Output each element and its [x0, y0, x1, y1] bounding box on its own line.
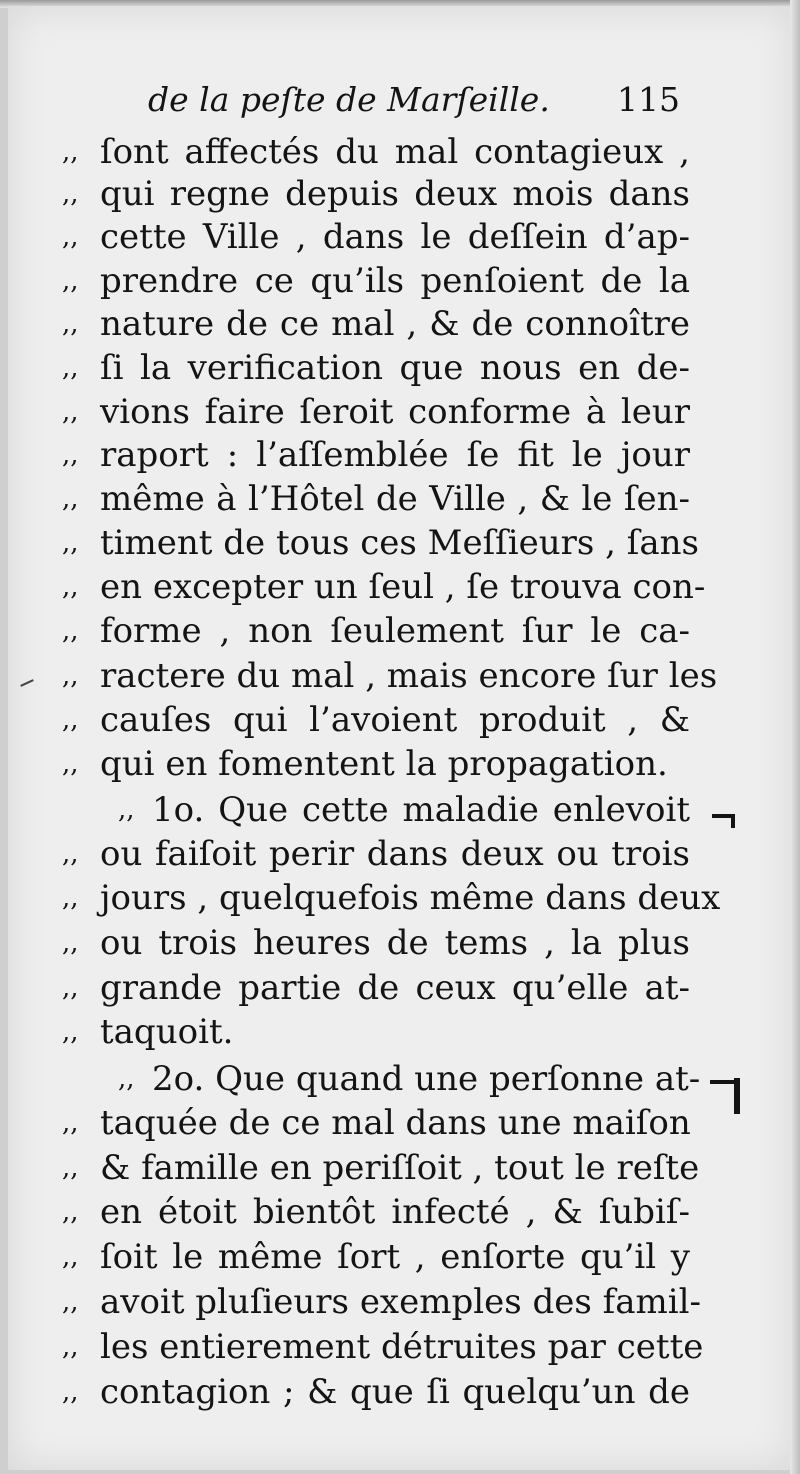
quote-mark: ,, [62, 928, 79, 958]
quote-mark: ,, [118, 1064, 135, 1094]
text-line [0, 1235, 800, 1279]
text-line [0, 1325, 800, 1369]
quote-mark: ,, [62, 839, 79, 869]
quote-mark: ,, [62, 1108, 79, 1138]
quote-mark: ,, [118, 795, 135, 825]
text-line [0, 1146, 800, 1190]
quote-mark: ,, [62, 179, 79, 209]
text-line [0, 788, 800, 832]
line-text: timent de tous ces Meſſieurs , ſans [100, 523, 699, 563]
text-line [0, 172, 800, 216]
text-line [0, 521, 800, 565]
quote-mark: ,, [62, 1287, 79, 1317]
text-line [0, 966, 800, 1010]
quote-mark: ,, [62, 397, 79, 427]
quote-mark: ,, [62, 705, 79, 735]
text-line [0, 1190, 800, 1234]
quote-mark: ,, [62, 883, 79, 913]
text-line [0, 565, 800, 609]
page-number: 115 [617, 80, 680, 119]
quote-mark: ,, [62, 749, 79, 779]
line-text: 1o. Que cette maladie enlevoit [152, 790, 690, 830]
text-line [0, 1101, 800, 1145]
quote-mark: ,, [62, 1153, 79, 1183]
text-line [0, 609, 800, 653]
line-text: ſoit le même ſort , enſorte qu’il y [100, 1237, 690, 1277]
line-text: en étoit bientôt infecté , & ſubiſ- [100, 1192, 690, 1232]
text-line [0, 1280, 800, 1324]
quote-mark: ,, [62, 1332, 79, 1362]
line-text: ou trois heures de tems , la plus [100, 923, 690, 963]
text-line [0, 654, 800, 698]
quote-mark: ,, [62, 1017, 79, 1047]
line-text: jours , quelquefois même dans deux [100, 878, 721, 918]
quote-mark: ,, [62, 309, 79, 339]
quote-mark: ,, [62, 1197, 79, 1227]
line-text: vions faire ſeroit conforme à leur [100, 392, 690, 432]
line-text: 2o. Que quand une perſonne at- [152, 1059, 701, 1099]
line-text: en excepter un ſeul , ſe trouva con- [100, 567, 706, 607]
text-line [0, 1010, 800, 1054]
margin-mark [734, 1078, 740, 1114]
line-text: cauſes qui l’avoient produit , & [100, 700, 690, 740]
line-text: ou faiſoit perir dans deux ou trois [100, 834, 690, 874]
line-text: même à l’Hôtel de Ville , & le ſen- [100, 479, 690, 519]
line-text: grande partie de ceux qu’elle at- [100, 968, 690, 1008]
text-line [0, 921, 800, 965]
quote-mark: ,, [62, 440, 79, 470]
text-line [0, 259, 800, 303]
line-text: ſi la verification que nous en de- [100, 348, 690, 388]
quote-mark: ,, [62, 1242, 79, 1272]
line-text: nature de ce mal , & de connoître [100, 304, 690, 344]
running-header [148, 76, 688, 124]
text-line [0, 1370, 800, 1414]
line-text: contagion ; & que ſi quelqu’un de [100, 1372, 690, 1412]
running-title: de la peſte de Marſeille. [148, 80, 550, 119]
text-line [0, 698, 800, 742]
text-line [0, 876, 800, 920]
margin-mark [731, 814, 735, 828]
quote-mark: ,, [62, 266, 79, 296]
line-text: qui regne depuis deux mois dans [100, 174, 690, 214]
quote-mark: ,, [62, 353, 79, 383]
line-text: forme , non ſeulement ſur le ca- [100, 611, 690, 651]
line-text: prendre ce qu’ils penſoient de la [100, 261, 690, 301]
line-text: ractere du mal , mais encore ſur les [100, 656, 718, 696]
text-line [0, 302, 800, 346]
text-line [0, 742, 800, 786]
text-line [0, 215, 800, 259]
line-text: cette Ville , dans le deſſein d’ap- [100, 217, 690, 257]
margin-mark [710, 1080, 736, 1084]
quote-mark: ,, [62, 973, 79, 1003]
line-text: les entierement détruites par cette [100, 1327, 704, 1367]
text-line [0, 832, 800, 876]
quote-mark: ,, [62, 661, 79, 691]
quote-mark: ,, [62, 572, 79, 602]
quote-mark: ,, [62, 616, 79, 646]
line-text: & famille en periſſoit , tout le reſte [100, 1148, 700, 1188]
quote-mark: ,, [62, 1377, 79, 1407]
text-line [0, 1057, 800, 1101]
quote-mark: ,, [62, 528, 79, 558]
line-text: ſont affectés du mal contagieux , [100, 132, 690, 172]
text-line [0, 130, 800, 174]
line-text: taquée de ce mal dans une maiſon [100, 1103, 691, 1143]
quote-mark: ,, [62, 222, 79, 252]
line-text: avoit pluſieurs exemples des famil- [100, 1282, 701, 1322]
text-line [0, 477, 800, 521]
text-line [0, 346, 800, 390]
line-text: raport : l’aſſemblée ſe fit le jour [100, 435, 690, 475]
quote-mark: ,, [62, 137, 79, 167]
text-line [0, 390, 800, 434]
quote-mark: ,, [62, 484, 79, 514]
text-line [0, 433, 800, 477]
line-text: taquoit. [100, 1012, 234, 1052]
line-text: qui en fomentent la propagation. [100, 744, 668, 784]
